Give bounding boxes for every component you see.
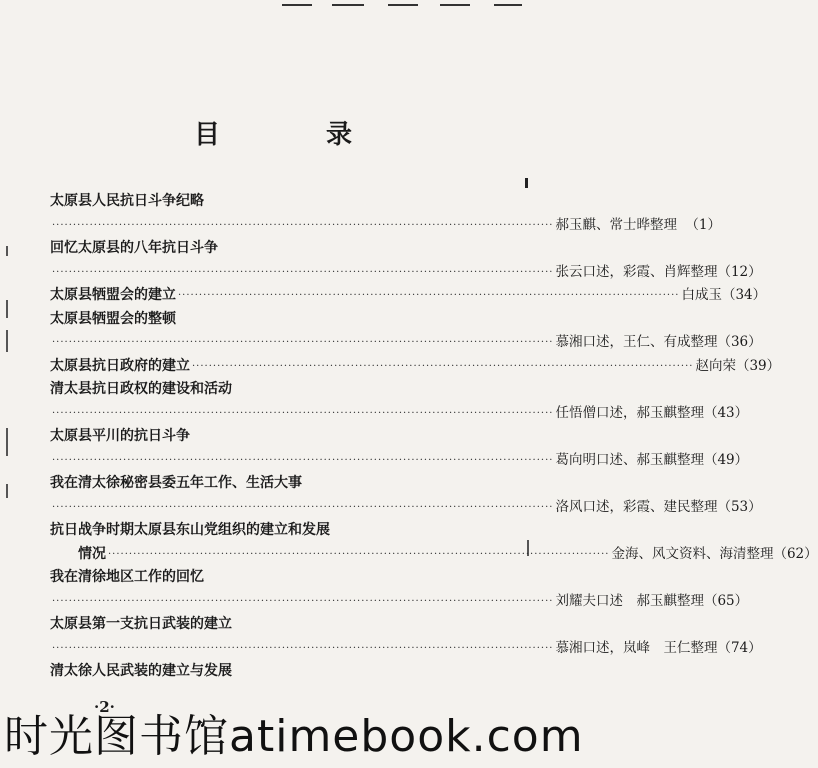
dot-leader: ························································································································ <box>52 266 554 278</box>
toc-entry-title: 情况 <box>50 545 106 562</box>
dot-leader: ························································································································ <box>52 595 554 607</box>
toc-entry-page: （65） <box>703 592 749 609</box>
toc-entry-line <box>50 214 721 238</box>
toc-heading: 我在清太徐秘密县委五年工作、生活大事 <box>50 475 302 491</box>
toc-entry-credit: 刘耀夫口述 郝玉麒整理 <box>555 592 704 609</box>
toc-heading: 太原县第一支抗日武装的建立 <box>50 616 232 632</box>
toc-heading: 清太县抗日政权的建设和活动 <box>50 381 232 397</box>
toc-heading: 抗日战争时期太原县东山党组织的建立和发展 <box>50 522 330 538</box>
dot-leader: ························································································································ <box>178 290 680 301</box>
page-number: ·2· <box>94 698 115 716</box>
toc-entry-credit: 白成玉 <box>681 287 722 303</box>
toc-heading: 太原县平川的抗日斗争 <box>50 428 190 444</box>
toc-entry-page: （12） <box>717 263 762 280</box>
dot-leader: ························································································································ <box>52 454 554 466</box>
margin-speck <box>525 178 528 188</box>
margin-speck <box>6 330 8 352</box>
toc-heading: 我在清徐地区工作的回忆 <box>50 569 204 585</box>
dot-leader: ························································································································ <box>52 501 554 513</box>
toc-entry-credit: 洛风口述，彩霞、建民整理 <box>555 498 718 515</box>
dot-leader: ························································································································ <box>192 360 694 372</box>
toc-entry-credit: 张云口述，彩霞、肖辉整理 <box>555 263 718 280</box>
toc-entry-credit: 赵向荣 <box>695 357 736 374</box>
toc-entry-line <box>50 331 762 355</box>
toc-entry-page: （74） <box>717 639 762 656</box>
toc-entry-credit: 慕湘口述，王仁、有成整理 <box>555 334 718 350</box>
toc-entry-line <box>50 449 749 473</box>
toc-entry-line <box>50 590 749 614</box>
toc-entry-page: （62） <box>773 545 818 562</box>
table-of-contents <box>50 190 818 684</box>
toc-heading: 清太徐人民武装的建立与发展 <box>50 663 232 679</box>
toc-entry-page: （53） <box>717 498 762 515</box>
margin-speck <box>6 246 8 256</box>
toc-entry-line <box>50 543 818 567</box>
toc-entry-line <box>50 496 762 520</box>
toc-entry-page: （34） <box>721 287 767 303</box>
toc-entry-line <box>50 284 767 308</box>
toc-entry-credit: 慕湘口述，岚峰 王仁整理 <box>555 639 718 656</box>
dot-leader: ························································································································ <box>52 219 554 231</box>
toc-entry-line <box>50 261 762 285</box>
toc-entry-page: （43） <box>703 404 749 421</box>
toc-entry-line <box>50 637 762 661</box>
toc-heading: 太原县人民抗日斗争纪略 <box>50 193 204 209</box>
toc-entry-line <box>50 402 749 426</box>
watermark: 时光图书馆atimebook.com <box>4 711 584 762</box>
toc-entry-page: （36） <box>717 334 762 350</box>
toc-entry-credit: 金海、风文资料、海清整理 <box>611 545 774 562</box>
dot-leader: ························································································································ <box>52 337 554 348</box>
toc-entry-line <box>50 355 781 379</box>
page-title: 目 录 <box>193 120 392 150</box>
dot-leader: ························································································································ <box>52 407 554 419</box>
toc-heading: 太原县牺盟会的整顿 <box>50 310 176 327</box>
toc-entry-page: （1） <box>685 216 721 233</box>
margin-speck <box>6 300 8 318</box>
margin-speck <box>6 428 8 456</box>
toc-entry-credit: 任悟僧口述，郝玉麒整理 <box>555 404 704 421</box>
margin-speck <box>6 484 8 498</box>
toc-entry-page: （49） <box>703 451 749 468</box>
toc-heading: 回忆太原县的八年抗日斗争 <box>50 240 218 256</box>
dot-leader: ························································································································ <box>108 548 610 560</box>
top-edge-marks <box>270 0 540 14</box>
toc-entry-credit: 葛向明口述、郝玉麒整理 <box>555 451 704 468</box>
toc-entry-page: （39） <box>735 357 781 374</box>
toc-entry-title: 太原县牺盟会的建立 <box>50 287 176 303</box>
toc-entry-title: 太原县抗日政府的建立 <box>50 357 190 374</box>
dot-leader: ························································································································ <box>52 642 554 654</box>
toc-entry-credit: 郝玉麒、常士晔整理 <box>555 216 677 233</box>
